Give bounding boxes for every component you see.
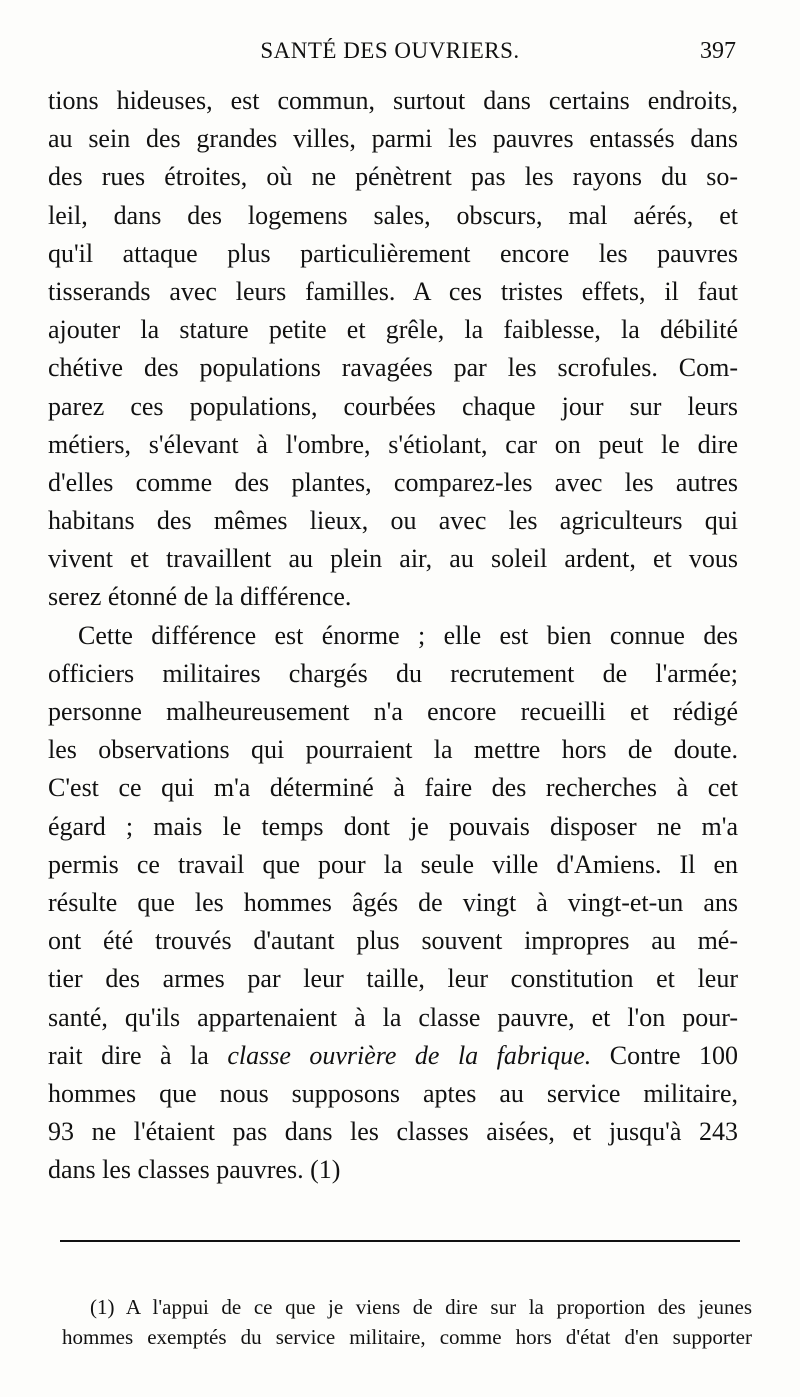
text-line: tisserands avec leurs familles. A ces tristes effets, il faut: [48, 276, 738, 306]
footnote-rule: [60, 1240, 740, 1242]
footnote-line: (1) A l'appui de ce que je viens de dire sur la proportion des jeunes: [90, 1295, 752, 1319]
paragraph-2: [48, 617, 738, 1190]
text-line: tier des armes par leur taille, leur constitution et leur: [48, 964, 738, 994]
footnote-reference-line: dans les classes pauvres. (1): [48, 1155, 341, 1185]
text-line: C'est ce qui m'a déterminé à faire des recherches à cet: [48, 773, 738, 803]
text-line: 93 ne l'étaient pas dans les classes aisées, et jusqu'à 243: [48, 1117, 738, 1147]
text-line: ajouter la stature petite et grêle, la faiblesse, la débilité: [48, 315, 738, 345]
text-line: serez étonné de la différence.: [48, 582, 352, 612]
body-text: [48, 82, 738, 1189]
text-line: d'elles comme des plantes, comparez-les avec les autres: [48, 467, 738, 497]
text-line: parez ces populations, courbées chaque jour sur leurs: [48, 391, 738, 421]
text-line: personne malheureusement n'a encore recueilli et rédigé: [48, 697, 738, 726]
text-segment: Contre 100: [591, 1040, 739, 1070]
text-line: santé, qu'ils appartenaient à la classe pauvre, et l'on pour-: [48, 1002, 738, 1032]
text-line: permis ce travail que pour la seule ville d'Amiens. Il en: [48, 849, 738, 879]
text-line: officiers militaires chargés du recrutement de l'armée;: [48, 658, 738, 688]
text-line: résulte que les hommes âgés de vingt à vingt-et-un ans: [48, 887, 738, 917]
text-line: qu'il attaque plus particulièrement encore les pauvres: [48, 238, 738, 268]
text-line: égard ; mais le temps dont je pouvais disposer ne m'a: [48, 811, 738, 841]
text-line: ont été trouvés d'autant plus souvent impropres au mé-: [48, 926, 738, 956]
text-line: des rues étroites, où ne pénètrent pas les rayons du so-: [48, 162, 738, 192]
text-line: hommes que nous supposons aptes au service militaire,: [48, 1078, 738, 1108]
paragraph-1: [48, 82, 738, 617]
text-segment: rait dire à la: [48, 1040, 228, 1070]
text-line: Cette différence est énorme ; elle est bien connue des: [78, 620, 738, 650]
text-line: leil, dans des logemens sales, obscurs, mal aérés, et: [48, 200, 738, 230]
page-number: 397: [700, 38, 736, 64]
text-line: métiers, s'élevant à l'ombre, s'étiolant, car on peut le dire: [48, 429, 738, 459]
text-line: chétive des populations ravagées par les scrofules. Com-: [48, 353, 738, 383]
text-line: habitans des mêmes lieux, ou avec les agriculteurs qui: [48, 506, 738, 536]
text-line: les observations qui pourraient la mettre hors de doute.: [48, 735, 738, 765]
text-line: vivent et travaillent au plein air, au soleil ardent, et vous: [48, 544, 738, 574]
footnote-line: hommes exemptés du service militaire, comme hors d'état d'en supporter: [62, 1325, 752, 1349]
page-header: [40, 38, 740, 74]
text-line: au sein des grandes villes, parmi les pauvres entassés dans: [48, 124, 738, 154]
text-line: [48, 1037, 738, 1075]
footnote: [62, 1292, 752, 1352]
running-head: SANTÉ DES OUVRIERS.: [260, 38, 520, 63]
text-line: tions hideuses, est commun, surtout dans certains endroits,: [48, 86, 738, 115]
italic-phrase: classe ouvrière de la fabrique.: [227, 1040, 592, 1070]
